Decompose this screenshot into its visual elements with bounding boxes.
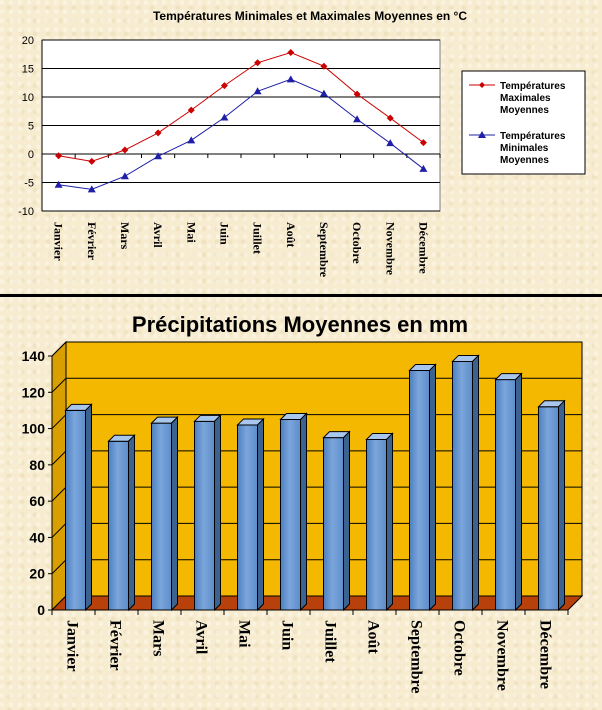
chart2-bar-side xyxy=(344,432,350,610)
temperature-chart xyxy=(0,0,602,290)
chart1-y-tick-label: 10 xyxy=(21,92,34,104)
chart2-x-tick-label: Février xyxy=(106,620,124,671)
chart2-bar-side xyxy=(516,374,522,610)
chart2-y-axis xyxy=(22,348,52,618)
chart2-x-tick-label: Mai xyxy=(235,620,253,648)
chart2-bar-side xyxy=(473,355,479,610)
chart2-bar-side xyxy=(559,401,565,610)
chart2-bar xyxy=(453,361,473,610)
chart1-x-tick-label: Janvier xyxy=(51,222,66,261)
chart2-bar-side xyxy=(430,365,436,610)
chart1-x-tick-label: Avril xyxy=(151,222,166,248)
chart2-x-tick-label: Octobre xyxy=(450,620,468,676)
chart1-y-tick-label: -10 xyxy=(18,206,34,218)
chart1-y-tick-label: 20 xyxy=(21,35,34,47)
chart2-x-tick-label: Août xyxy=(364,620,382,654)
chart2-bar xyxy=(66,410,86,610)
chart2-bar xyxy=(281,420,301,611)
chart2-bar xyxy=(539,407,559,610)
chart2-x-tick-label: Janvier xyxy=(63,620,81,672)
chart1-x-tick-label: Août xyxy=(283,222,298,248)
chart1-legend-label-line: Moyennes xyxy=(500,155,549,166)
chart1-x-tick-label: Février xyxy=(84,222,99,260)
chart1-x-axis xyxy=(52,222,431,278)
chart2-bar-side xyxy=(301,414,307,611)
chart2-bar xyxy=(324,438,344,610)
chart2-bar xyxy=(410,371,430,610)
chart2-bar xyxy=(152,423,172,610)
chart2-y-tick-label: 120 xyxy=(21,384,45,401)
chart2-y-tick-label: 140 xyxy=(21,348,45,364)
chart1-y-axis xyxy=(18,35,34,218)
chart1-title: Températures Minimales et Maximales Moyennes en °C xyxy=(152,9,468,23)
chart2-bar xyxy=(367,439,387,610)
chart2-x-tick-label: Avril xyxy=(192,620,210,655)
chart2-y-tick-label: 0 xyxy=(37,602,45,618)
chart2-y-tick-label: 60 xyxy=(29,493,45,510)
chart1-x-tick-label: Novembre xyxy=(383,222,398,276)
chart1-legend-label-line: Températures xyxy=(500,81,566,92)
chart2-x-tick-label: Mars xyxy=(149,620,167,657)
chart2-x-tick-label: Juin xyxy=(278,620,296,651)
chart2-bar-side xyxy=(86,404,92,610)
chart2-bar-side xyxy=(387,433,393,610)
chart2-y-tick-label: 40 xyxy=(29,529,45,546)
chart2-bar xyxy=(109,441,129,610)
chart2-bar xyxy=(496,380,516,610)
chart1-y-tick-label: 15 xyxy=(21,63,34,76)
chart2-y-tick-label: 20 xyxy=(29,565,45,582)
chart2-x-tick-label: Juillet xyxy=(321,620,339,663)
chart2-x-tick-label: Septembre xyxy=(407,620,425,694)
chart1-legend-label-line: Moyennes xyxy=(500,105,549,116)
chart2-bar-side xyxy=(215,415,221,610)
chart2-bar xyxy=(195,421,215,610)
chart2-x-axis xyxy=(52,610,568,693)
chart1-legend-label-line: Températures xyxy=(500,131,566,142)
chart2-y-tick-label: 80 xyxy=(29,456,45,473)
chart2-x-tick-label: Décembre xyxy=(536,620,554,689)
chart1-x-tick-label: Septembre xyxy=(316,222,331,278)
precipitation-chart xyxy=(0,290,602,710)
chart2-bar-side xyxy=(172,417,178,610)
chart2-side-wall xyxy=(52,342,66,610)
chart2-bar-side xyxy=(129,435,135,610)
chart2-title: Précipitations Moyennes en mm xyxy=(131,312,469,337)
chart2-bar-side xyxy=(258,419,264,610)
chart1-y-tick-label: 0 xyxy=(27,149,34,161)
chart1-legend-label-line: Minimales xyxy=(500,143,549,154)
chart1-x-tick-label: Juillet xyxy=(250,222,265,254)
chart2-bar xyxy=(238,425,258,610)
chart1-y-tick-label: -5 xyxy=(24,177,34,190)
chart1-x-tick-label: Mars xyxy=(117,222,132,250)
chart1-x-tick-label: Décembre xyxy=(416,222,431,274)
chart1-x-tick-label: Mai xyxy=(184,222,199,243)
chart1-y-tick-label: 5 xyxy=(27,120,34,133)
chart1-legend-label-line: Maximales xyxy=(500,93,551,104)
chart1-x-tick-label: Octobre xyxy=(350,222,365,264)
chart2-x-tick-label: Novembre xyxy=(493,620,511,691)
chart1-legend xyxy=(462,71,585,174)
chart1-x-tick-label: Juin xyxy=(217,222,232,245)
chart2-y-tick-label: 100 xyxy=(21,420,45,437)
